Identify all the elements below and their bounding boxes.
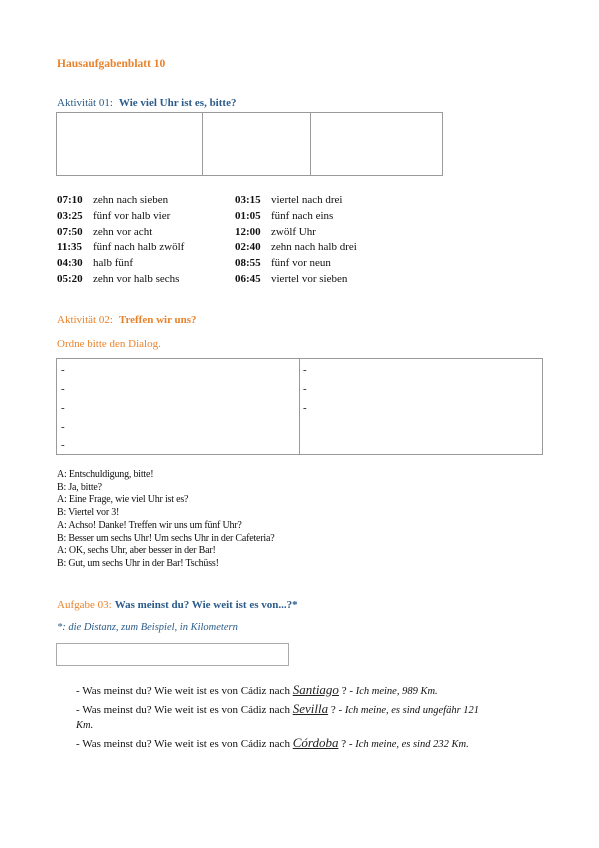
dialog-lines: [57, 469, 274, 571]
answer-santiago: Ich meine, 989 Km.: [355, 686, 438, 697]
dialog-order-table: [56, 358, 543, 455]
time-row: 03:15 viertel nach drei: [235, 194, 343, 206]
blank-line: -: [61, 402, 65, 414]
time-row: 12:00 zwölf Uhr: [235, 225, 316, 238]
question-cordoba: - Was meinst du? Wie weit ist es von Cádiz nach Córdoba ? - Ich meine, es sind 232 Km.: [76, 735, 469, 750]
dialog-line: A: Entschuldigung, bitte!: [57, 469, 154, 480]
task3-note: *: die Distanz, zum Beispiel, in Kilometern: [57, 622, 238, 633]
dialog-line: B: Viertel vor 3!: [57, 507, 120, 519]
time-row: 11:35 fünf nach halb zwölf: [57, 241, 185, 254]
activity2-title: Treffen wir uns?: [118, 314, 197, 326]
blank-line: -: [61, 421, 65, 433]
time-row: 06:45 viertel vor sieben: [235, 272, 348, 285]
time-row: 05:20 zehn vor halb sechs: [57, 272, 180, 285]
activity1-label: Aktivität 01:: [57, 97, 113, 109]
times-column-left: [57, 193, 184, 288]
page-title: Hausaufgabenblatt 10: [57, 58, 166, 70]
question-santiago: - Was meinst du? Wie weit ist es von Cádiz nach Santiago ? - Ich meine, 989 Km.: [76, 682, 438, 697]
blank-line: -: [61, 364, 65, 376]
dialog-line: A: Eine Frage, wie viel Uhr ist es?: [57, 494, 189, 506]
activity2-label: Aktivität 02:: [57, 314, 113, 326]
answer-sevilla: Ich meine, es sind ungefähr 121: [344, 705, 480, 716]
city-sevilla: Sevilla: [292, 701, 329, 716]
answer-input-box[interactable]: [56, 643, 289, 666]
activity2-heading: [57, 314, 197, 326]
task3-label: Aufgabe 03:: [57, 599, 112, 611]
blank-line: -: [303, 364, 307, 376]
blank-line: -: [61, 383, 65, 395]
activity2-instruction: Ordne bitte den Dialog.: [57, 338, 161, 350]
task3-title: Was meinst du? Wie weit ist es von...?*: [114, 599, 298, 611]
distance-questions: [76, 682, 546, 753]
blank-line: -: [61, 439, 65, 451]
time-row: 02:40 zehn nach halb drei: [235, 241, 357, 254]
answer-cordoba: Ich meine, es sind 232 Km.: [355, 739, 469, 750]
city-santiago: Santiago: [292, 682, 339, 697]
time-row: 08:55 fünf vor neun: [235, 257, 331, 270]
activity1-title: Wie viel Uhr ist es, bitte?: [118, 97, 237, 109]
table-divider: [202, 113, 203, 175]
time-row: 07:10 zehn nach sieben: [57, 194, 169, 206]
clock-answer-table: [56, 112, 443, 176]
times-column-right: [235, 193, 357, 288]
city-cordoba: Córdoba: [292, 735, 339, 750]
question-sevilla: - Was meinst du? Wie weit ist es von Cádiz nach Sevilla ? - Ich meine, es sind ungefähr 121: [76, 701, 480, 716]
time-row: 03:25 fünf vor halb vier: [57, 209, 171, 222]
dialog-line: B: Gut, um sechs Uhr in der Bar! Tschüss!: [57, 557, 219, 569]
activity1-heading: [57, 97, 236, 109]
time-row: 04:30 halb fünf: [57, 257, 134, 270]
table-divider: [310, 113, 311, 175]
table-divider: [299, 359, 300, 454]
dialog-line: A: OK, sechs Uhr, aber besser in der Bar!: [57, 545, 216, 557]
dialog-line: A: Achso! Danke! Treffen wir uns um fünf Uhr?: [57, 519, 242, 531]
question-sevilla-continuation: Km.: [76, 720, 94, 731]
dialog-line: B: Besser um sechs Uhr! Um sechs Uhr in der Cafeteria?: [57, 532, 275, 544]
task3-heading: [57, 599, 298, 611]
dialog-line: B: Ja, bitte?: [57, 481, 102, 493]
time-row: 07:50 zehn vor acht: [57, 225, 153, 238]
blank-line: -: [303, 402, 307, 414]
blank-line: -: [303, 383, 307, 395]
time-row: 01:05 fünf nach eins: [235, 209, 334, 222]
